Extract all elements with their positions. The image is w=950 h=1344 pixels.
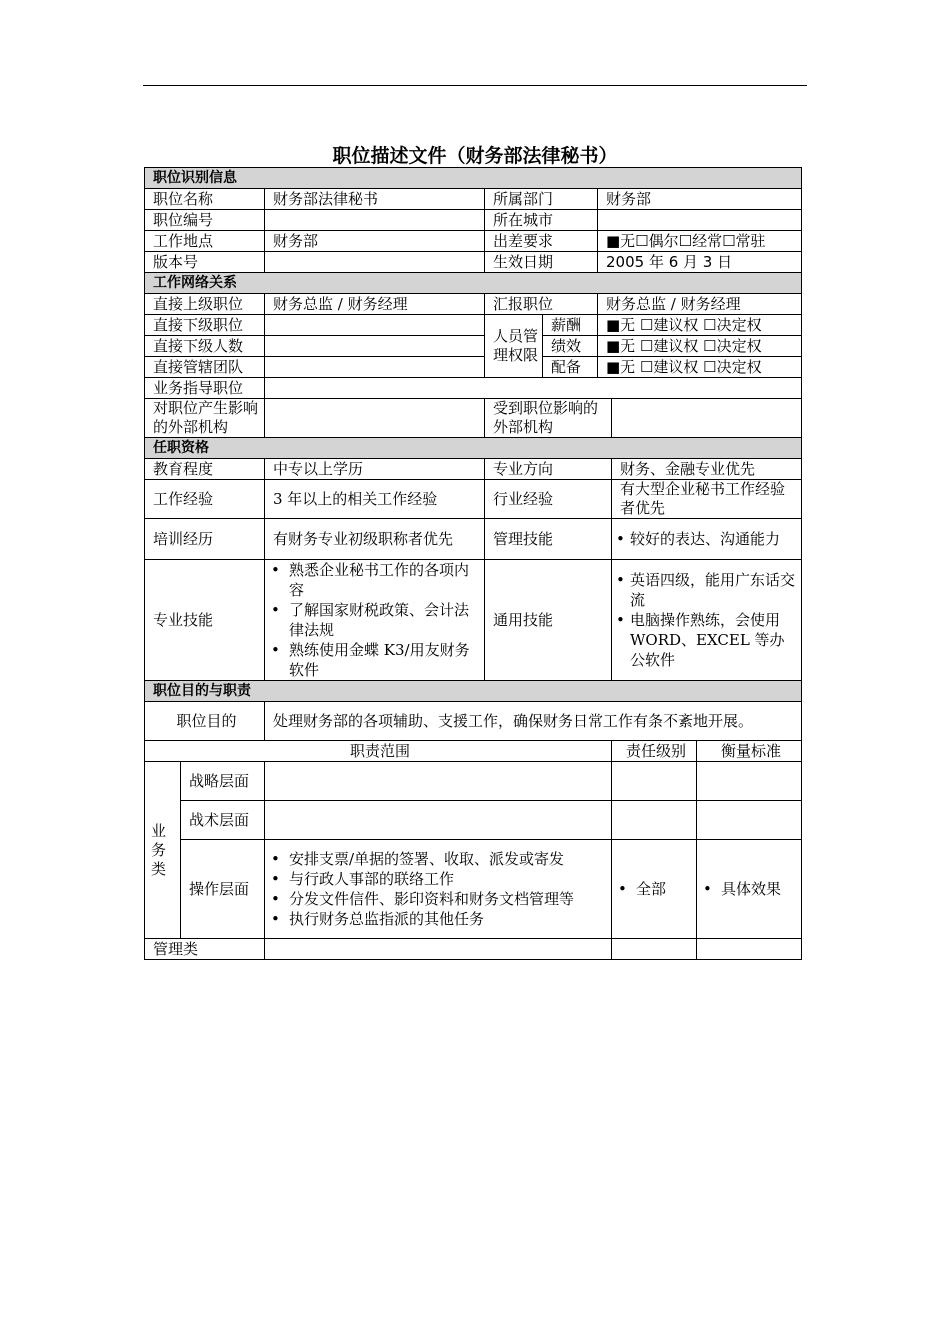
report-label: 汇报职位 bbox=[485, 294, 598, 315]
management-measure bbox=[697, 939, 802, 960]
external-affected-value bbox=[612, 399, 802, 438]
superior-value: 财务总监 / 财务经理 bbox=[265, 294, 485, 315]
city-value bbox=[598, 210, 802, 231]
tactic-level bbox=[612, 801, 697, 840]
report-value: 财务总监 / 财务经理 bbox=[598, 294, 802, 315]
mgmt-skill-item: • 较好的表达、沟通能力 bbox=[616, 529, 797, 549]
strategy-measure bbox=[697, 762, 802, 801]
external-affect-value bbox=[265, 399, 485, 438]
travel-value: ■无☐偶尔☐经常☐常驻 bbox=[598, 231, 802, 252]
tactic-measure bbox=[697, 801, 802, 840]
pro-skill-list bbox=[265, 560, 485, 681]
authority-salary-value: ■无 ☐建议权 ☐决定权 bbox=[598, 315, 802, 336]
subordinate-value bbox=[265, 315, 485, 336]
training-label: 培训经历 bbox=[145, 519, 265, 560]
general-skill-item: • 电脑操作熟练，会使用 WORD、EXCEL 等办公软件 bbox=[616, 610, 797, 670]
management-value bbox=[265, 939, 612, 960]
purpose-value: 处理财务部的各项辅助、支援工作，确保财务日常工作有条不紊地开展。 bbox=[265, 702, 802, 741]
authority-label: 人员管理权限 bbox=[485, 315, 543, 378]
guidance-value bbox=[265, 378, 802, 399]
position-name-label: 职位名称 bbox=[145, 189, 265, 210]
tactic-value bbox=[265, 801, 612, 840]
external-affected-label: 受到职位影响的外部机构 bbox=[485, 399, 612, 438]
education-value: 中专以上学历 bbox=[265, 459, 485, 480]
superior-label: 直接上级职位 bbox=[145, 294, 265, 315]
department-value: 财务部 bbox=[598, 189, 802, 210]
section-qualification: 任职资格 bbox=[145, 438, 802, 459]
management-category-label: 管理类 bbox=[145, 939, 265, 960]
position-no-value bbox=[265, 210, 485, 231]
measure-header: 衡量标准 bbox=[697, 741, 802, 762]
city-label: 所在城市 bbox=[485, 210, 598, 231]
section-identification: 职位识别信息 bbox=[145, 168, 802, 189]
authority-performance-label: 绩效 bbox=[543, 336, 598, 357]
operation-item: • 安排支票/单据的签署、收取、派发或寄发 bbox=[269, 849, 607, 869]
operation-measure bbox=[697, 840, 802, 939]
authority-staffing-label: 配备 bbox=[543, 357, 598, 378]
operation-level-item: • 全部 bbox=[616, 879, 692, 899]
pro-skill-label: 专业技能 bbox=[145, 560, 265, 681]
level-header: 责任级别 bbox=[612, 741, 697, 762]
version-value bbox=[265, 252, 485, 273]
strategy-label: 战略层面 bbox=[181, 762, 265, 801]
experience-value: 3 年以上的相关工作经验 bbox=[265, 480, 485, 519]
authority-staffing-value: ■无 ☐建议权 ☐决定权 bbox=[598, 357, 802, 378]
authority-salary-label: 薪酬 bbox=[543, 315, 598, 336]
operation-item: • 执行财务总监指派的其他任务 bbox=[269, 909, 607, 929]
operation-measure-item: • 具体效果 bbox=[701, 879, 797, 899]
position-no-label: 职位编号 bbox=[145, 210, 265, 231]
general-skill-label: 通用技能 bbox=[485, 560, 612, 681]
section-network: 工作网络关系 bbox=[145, 273, 802, 294]
management-level bbox=[612, 939, 697, 960]
scope-header: 职责范围 bbox=[145, 741, 612, 762]
document-title: 职位描述文件（财务部法律秘书） bbox=[332, 145, 618, 167]
strategy-level bbox=[612, 762, 697, 801]
team-value bbox=[265, 357, 485, 378]
department-label: 所属部门 bbox=[485, 189, 598, 210]
subordinate-count-value bbox=[265, 336, 485, 357]
mgmt-skill-list bbox=[612, 519, 802, 560]
industry-value: 有大型企业秘书工作经验者优先 bbox=[612, 480, 802, 519]
business-category-label: 业务类 bbox=[145, 762, 181, 939]
operation-item: • 分发文件信件、影印资料和财务文档管理等 bbox=[269, 889, 607, 909]
operation-level bbox=[612, 840, 697, 939]
mgmt-skill-label: 管理技能 bbox=[485, 519, 612, 560]
industry-label: 行业经验 bbox=[485, 480, 612, 519]
education-label: 教育程度 bbox=[145, 459, 265, 480]
operation-item: • 与行政人事部的联络工作 bbox=[269, 869, 607, 889]
effective-date-label: 生效日期 bbox=[485, 252, 598, 273]
operation-label: 操作层面 bbox=[181, 840, 265, 939]
guidance-label: 业务指导职位 bbox=[145, 378, 265, 399]
effective-date-value: 2005 年 6 月 3 日 bbox=[598, 252, 802, 273]
general-skill-item: • 英语四级，能用广东话交流 bbox=[616, 570, 797, 610]
team-label: 直接管辖团队 bbox=[145, 357, 265, 378]
major-value: 财务、金融专业优先 bbox=[612, 459, 802, 480]
header-rule bbox=[143, 85, 807, 86]
section-purpose: 职位目的与职责 bbox=[145, 681, 802, 702]
purpose-label: 职位目的 bbox=[145, 702, 265, 741]
pro-skill-item: • 了解国家财税政策、会计法律法规 bbox=[269, 600, 480, 640]
subordinate-count-label: 直接下级人数 bbox=[145, 336, 265, 357]
authority-performance-value: ■无 ☐建议权 ☐决定权 bbox=[598, 336, 802, 357]
version-label: 版本号 bbox=[145, 252, 265, 273]
location-label: 工作地点 bbox=[145, 231, 265, 252]
position-description-table bbox=[144, 167, 802, 960]
position-name-value: 财务部法律秘书 bbox=[265, 189, 485, 210]
strategy-value bbox=[265, 762, 612, 801]
tactic-label: 战术层面 bbox=[181, 801, 265, 840]
travel-label: 出差要求 bbox=[485, 231, 598, 252]
location-value: 财务部 bbox=[265, 231, 485, 252]
pro-skill-item: • 熟练使用金蝶 K3/用友财务软件 bbox=[269, 640, 480, 680]
external-affect-label: 对职位产生影响的外部机构 bbox=[145, 399, 265, 438]
major-label: 专业方向 bbox=[485, 459, 612, 480]
subordinate-label: 直接下级职位 bbox=[145, 315, 265, 336]
pro-skill-item: • 熟悉企业秘书工作的各项内容 bbox=[269, 560, 480, 600]
general-skill-list bbox=[612, 560, 802, 681]
training-value: 有财务专业初级职称者优先 bbox=[265, 519, 485, 560]
operation-list bbox=[265, 840, 612, 939]
experience-label: 工作经验 bbox=[145, 480, 265, 519]
